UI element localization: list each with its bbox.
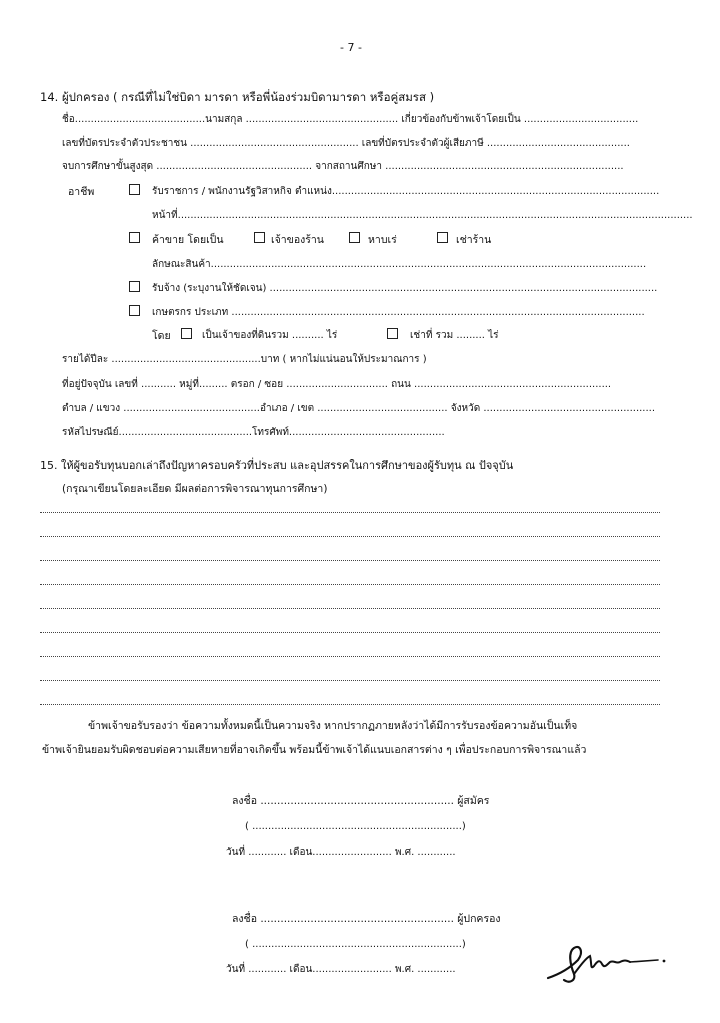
write-in-line[interactable] — [40, 632, 660, 633]
occ-gov-checkbox[interactable] — [129, 184, 140, 195]
section-14-header: 14. ผู้ปกครอง ( กรณีที่ไม่ใช่บิดา มารดา หรือพี่น้องร่วมบิดามารดา หรือคู่สมรส ) — [40, 90, 435, 104]
occ-duty-line[interactable]: หน้าที่.................................................................................................................................................................. — [152, 210, 693, 221]
shop-owner-checkbox[interactable] — [254, 232, 265, 243]
occ-farm-line[interactable]: เกษตรกร ประเภท .................................................................................................................................. — [152, 307, 645, 318]
page-number: - 7 - — [340, 41, 362, 54]
occ-gov-line[interactable]: รับราชการ / พนักงานรัฐวิสาหกิจ ตำแหน่ง....................................................................................................... — [152, 186, 660, 197]
goods-type-line[interactable]: ลักษณะสินค้า......................................................................................................................................... — [152, 259, 647, 270]
section-15-header: 15. ให้ผู้ขอรับทุนบอกเล่าถึงปัญหาครอบครัวที่ประสบ และอุปสรรคในการศึกษาของผู้รับทุน ณ ปัจจุบัน — [40, 459, 514, 472]
address-line-3[interactable]: รหัสไปรษณีย์..........................................โทรศัพท์................................................. — [62, 427, 445, 438]
declaration-line-2: ข้าพเจ้ายินยอมรับผิดชอบต่อความเสียหายที่อาจเกิดขึ้น พร้อมนี้ข้าพเจ้าได้แนบเอกสารต่าง ๆ เพื่อประกอบการพิจารณาแล้ว — [42, 744, 587, 756]
land-rent-line[interactable]: เช่าที่ รวม ......... ไร่ — [410, 330, 499, 341]
applicant-date-line[interactable]: วันที่ ............ เดือน......................... พ.ศ. ............ — [226, 847, 456, 858]
occ-trade-label: ค้าขาย โดยเป็น — [152, 234, 224, 246]
applicant-name-line[interactable]: ( ..................................................................) — [245, 821, 466, 832]
address-line-2[interactable]: ตำบล / แขวง ...........................................อำเภอ / เขต ......................................... จังหวัด ...................................................... — [62, 403, 656, 414]
write-in-line[interactable] — [40, 608, 660, 609]
farm-by-label: โดย — [152, 330, 171, 342]
write-in-line[interactable] — [40, 680, 660, 681]
guardian-name-line[interactable]: ( ..................................................................) — [245, 939, 466, 950]
write-in-line[interactable] — [40, 536, 660, 537]
guardian-education-line[interactable]: จบการศึกษาขั้นสูงสุด ................................................. จากสถานศึกษา ........................................................................... — [62, 161, 624, 172]
land-owner-checkbox[interactable] — [181, 328, 192, 339]
occ-hire-line[interactable]: รับจ้าง (ระบุงานให้ชัดเจน) .......................................................................................................................... — [152, 283, 658, 294]
hawker-label: หาบเร่ — [368, 234, 397, 246]
guardian-sign-line[interactable]: ลงชื่อ .......................................................... ผู้ปกครอง — [232, 913, 501, 925]
write-in-line[interactable] — [40, 584, 660, 585]
rent-shop-label: เช่าร้าน — [456, 234, 492, 246]
occ-trade-checkbox[interactable] — [129, 232, 140, 243]
write-in-line[interactable] — [40, 704, 660, 705]
hawker-checkbox[interactable] — [349, 232, 360, 243]
rent-shop-checkbox[interactable] — [437, 232, 448, 243]
shop-owner-label: เจ้าของร้าน — [271, 234, 324, 246]
occ-farm-checkbox[interactable] — [129, 305, 140, 316]
occ-hire-checkbox[interactable] — [129, 281, 140, 292]
land-rent-checkbox[interactable] — [387, 328, 398, 339]
applicant-sign-line[interactable]: ลงชื่อ .......................................................... ผู้สมัคร — [232, 795, 490, 807]
section-15-note: (กรุณาเขียนโดยละเอียด มีผลต่อการพิจารณาทุนการศึกษา) — [62, 483, 328, 495]
guardian-date-line[interactable]: วันที่ ............ เดือน......................... พ.ศ. ............ — [226, 964, 456, 975]
land-owner-line[interactable]: เป็นเจ้าของที่ดินรวม .......... ไร่ — [202, 330, 338, 341]
declaration-line-1: ข้าพเจ้าขอรับรองว่า ข้อความทั้งหมดนี้เป็นความจริง หากปรากฏภายหลังว่าได้มีการรับรองข้อความอันเป็นเท็จ — [88, 720, 578, 732]
occupation-label: อาชีพ — [68, 186, 95, 198]
address-line-1[interactable]: ที่อยู่ปัจจุบัน เลขที่ ........... หมู่ที่......... ตรอก / ซอย ................................ ถนน .............................................................. — [62, 379, 612, 390]
handwritten-signature — [540, 930, 670, 990]
income-line[interactable]: รายได้ปีละ ...............................................บาท ( หากไม่แน่นอนให้ประมาณการ ) — [62, 354, 427, 365]
guardian-id-line[interactable]: เลขที่บัตรประจำตัวประชาชน ..................................................... เลขที่บัตรประจำตัวผู้เสียภาษี ............................................. — [62, 138, 630, 149]
guardian-name-line[interactable]: ชื่อ.........................................นามสกุล ................................................ เกี่ยวข้องกับข้าพเจ้าโดยเป็น .................................... — [62, 114, 639, 125]
write-in-line[interactable] — [40, 656, 660, 657]
write-in-line[interactable] — [40, 560, 660, 561]
write-in-line[interactable] — [40, 512, 660, 513]
